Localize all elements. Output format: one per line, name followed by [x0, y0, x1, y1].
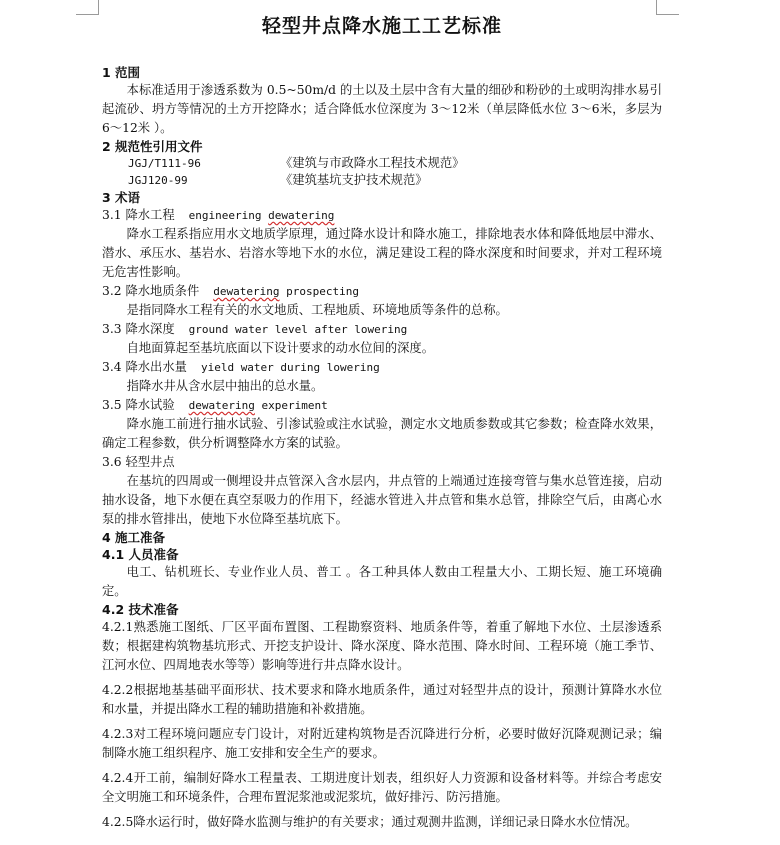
term-heading	[102, 282, 662, 301]
term-cn: 3.3 降水深度	[102, 322, 175, 336]
term-en-part: prospecting	[286, 285, 359, 298]
clause-item: 4.2.2根据地基基础平面形状、技术要求和降水地质条件，通过对轻型井点的设计，预测计算降水水位和水量，并提出降水工程的辅助措施和补救措施。	[102, 683, 662, 716]
term-cn: 3.1 降水工程	[102, 208, 175, 222]
subsection-heading: 4.2 技术准备	[102, 602, 179, 617]
term-en: ground water level after lowering	[188, 323, 408, 336]
term-en	[213, 285, 359, 298]
clause-item: 4.2.1熟悉施工图纸、厂区平面布置图、工程勘察资料、地质条件等，着重了解地下水位、土层渗透系数；根据建构筑物基坑形式、开挖支护设计、降水深度、降水范围、降水时间、工程环境（施工季节、江河水位、四周地表水等等）影响等进行井点降水设计。	[102, 620, 662, 672]
document-title: 轻型井点降水施工工艺标准	[261, 15, 502, 37]
term-en-underlined: dewatering	[268, 209, 335, 222]
term-heading	[102, 206, 662, 225]
reference-item	[102, 155, 662, 172]
term-cn: 3.2 降水地质条件	[102, 284, 200, 298]
term-cn: 3.6 轻型井点	[102, 455, 175, 469]
term-definition: 降水施工前进行抽水试验、引渗试验或注水试验，测定水文地质参数或其它参数；检查降水效果，确定工程参数，供分析调整降水方案的试验。	[102, 417, 662, 450]
section-4-heading: 4 施工准备	[102, 530, 166, 545]
page-corner-mark-left	[76, 0, 99, 15]
term-en	[189, 399, 328, 412]
section-1-paragraph: 本标准适用于渗透系数为 0.5~50m/d 的土以及土层中含有大量的细砂和粉砂的土或明沟排水易引起流砂、坍方等情况的土方开挖降水；适合降低水位深度为 3～12米（单层降低水位 3～6米，多层为 6～12米 ）。	[102, 83, 662, 135]
reference-name: 《建筑基坑支护技术规范》	[280, 173, 428, 187]
term-heading	[102, 396, 662, 415]
subsection-paragraph: 电工、钻机班长、专业作业人员、普工 。各工种具体人数由工程量大小、工期长短、施工环境确定。	[102, 565, 662, 598]
term-en	[189, 209, 335, 222]
term-cn: 3.5 降水试验	[102, 398, 175, 412]
term-definition: 自地面算起至基坑底面以下设计要求的动水位间的深度。	[126, 341, 435, 355]
term-definition: 降水工程系指应用水文地质学原理，通过降水设计和降水施工，排除地表水体和降低地层中滞水、潜水、承压水、基岩水、岩溶水等地下水的水位，满足建设工程的降水深度和时间要求，并对工程环境无危害性影响。	[102, 227, 662, 279]
term-heading	[102, 320, 662, 339]
term-definition: 在基坑的四周或一侧埋设井点管深入含水层内，井点管的上端通过连接弯管与集水总管连接，启动抽水设备，地下水便在真空泵吸力的作用下，经滤水管进入井点管和集水总管，排除空气后，由离心水泵的排水管排出，使地下水位降至基坑底下。	[102, 474, 662, 526]
term-en-underlined: dewatering	[188, 399, 255, 412]
term-definition: 是指同降水工程有关的水文地质、工程地质、环境地质等条件的总称。	[126, 303, 508, 317]
document-page	[102, 12, 662, 832]
reference-code: JGJ/T111-96	[128, 157, 201, 170]
section-3-heading: 3 术语	[102, 190, 141, 205]
term-definition: 指降水井从含水层中抽出的总水量。	[126, 379, 324, 393]
reference-code: JGJ120-99	[128, 174, 188, 187]
reference-name: 《建筑与市政降水工程技术规范》	[280, 156, 465, 170]
term-en-underlined: dewatering	[213, 285, 280, 298]
clause-item: 4.2.4开工前，编制好降水工程量表、工期进度计划表，组织好人力资源和设备材料等。并综合考虑安全文明施工和环境条件，合理布置泥浆池或泥浆坑，做好排污、防污措施。	[102, 771, 662, 804]
subsection-heading: 4.1 人员准备	[102, 547, 179, 562]
clause-item: 4.2.5降水运行时，做好降水监测与维护的有关要求；通过观测井监测，详细记录日降水水位情况。	[102, 815, 638, 829]
section-1-heading: 1 范围	[102, 65, 141, 80]
section-2-heading: 2 规范性引用文件	[102, 139, 203, 154]
reference-item	[102, 172, 662, 189]
clause-item: 4.2.3对工程环境问题应专门设计，对附近建构筑物是否沉降进行分析，必要时做好沉降观测记录；编制降水施工组织程序、施工安排和安全生产的要求。	[102, 727, 662, 760]
term-en-part: experiment	[261, 399, 328, 412]
term-en: yield water during lowering	[200, 361, 380, 374]
term-en-part: engineering	[188, 209, 262, 222]
term-heading	[102, 358, 662, 377]
term-cn: 3.4 降水出水量	[102, 360, 187, 374]
term-heading	[102, 453, 662, 472]
